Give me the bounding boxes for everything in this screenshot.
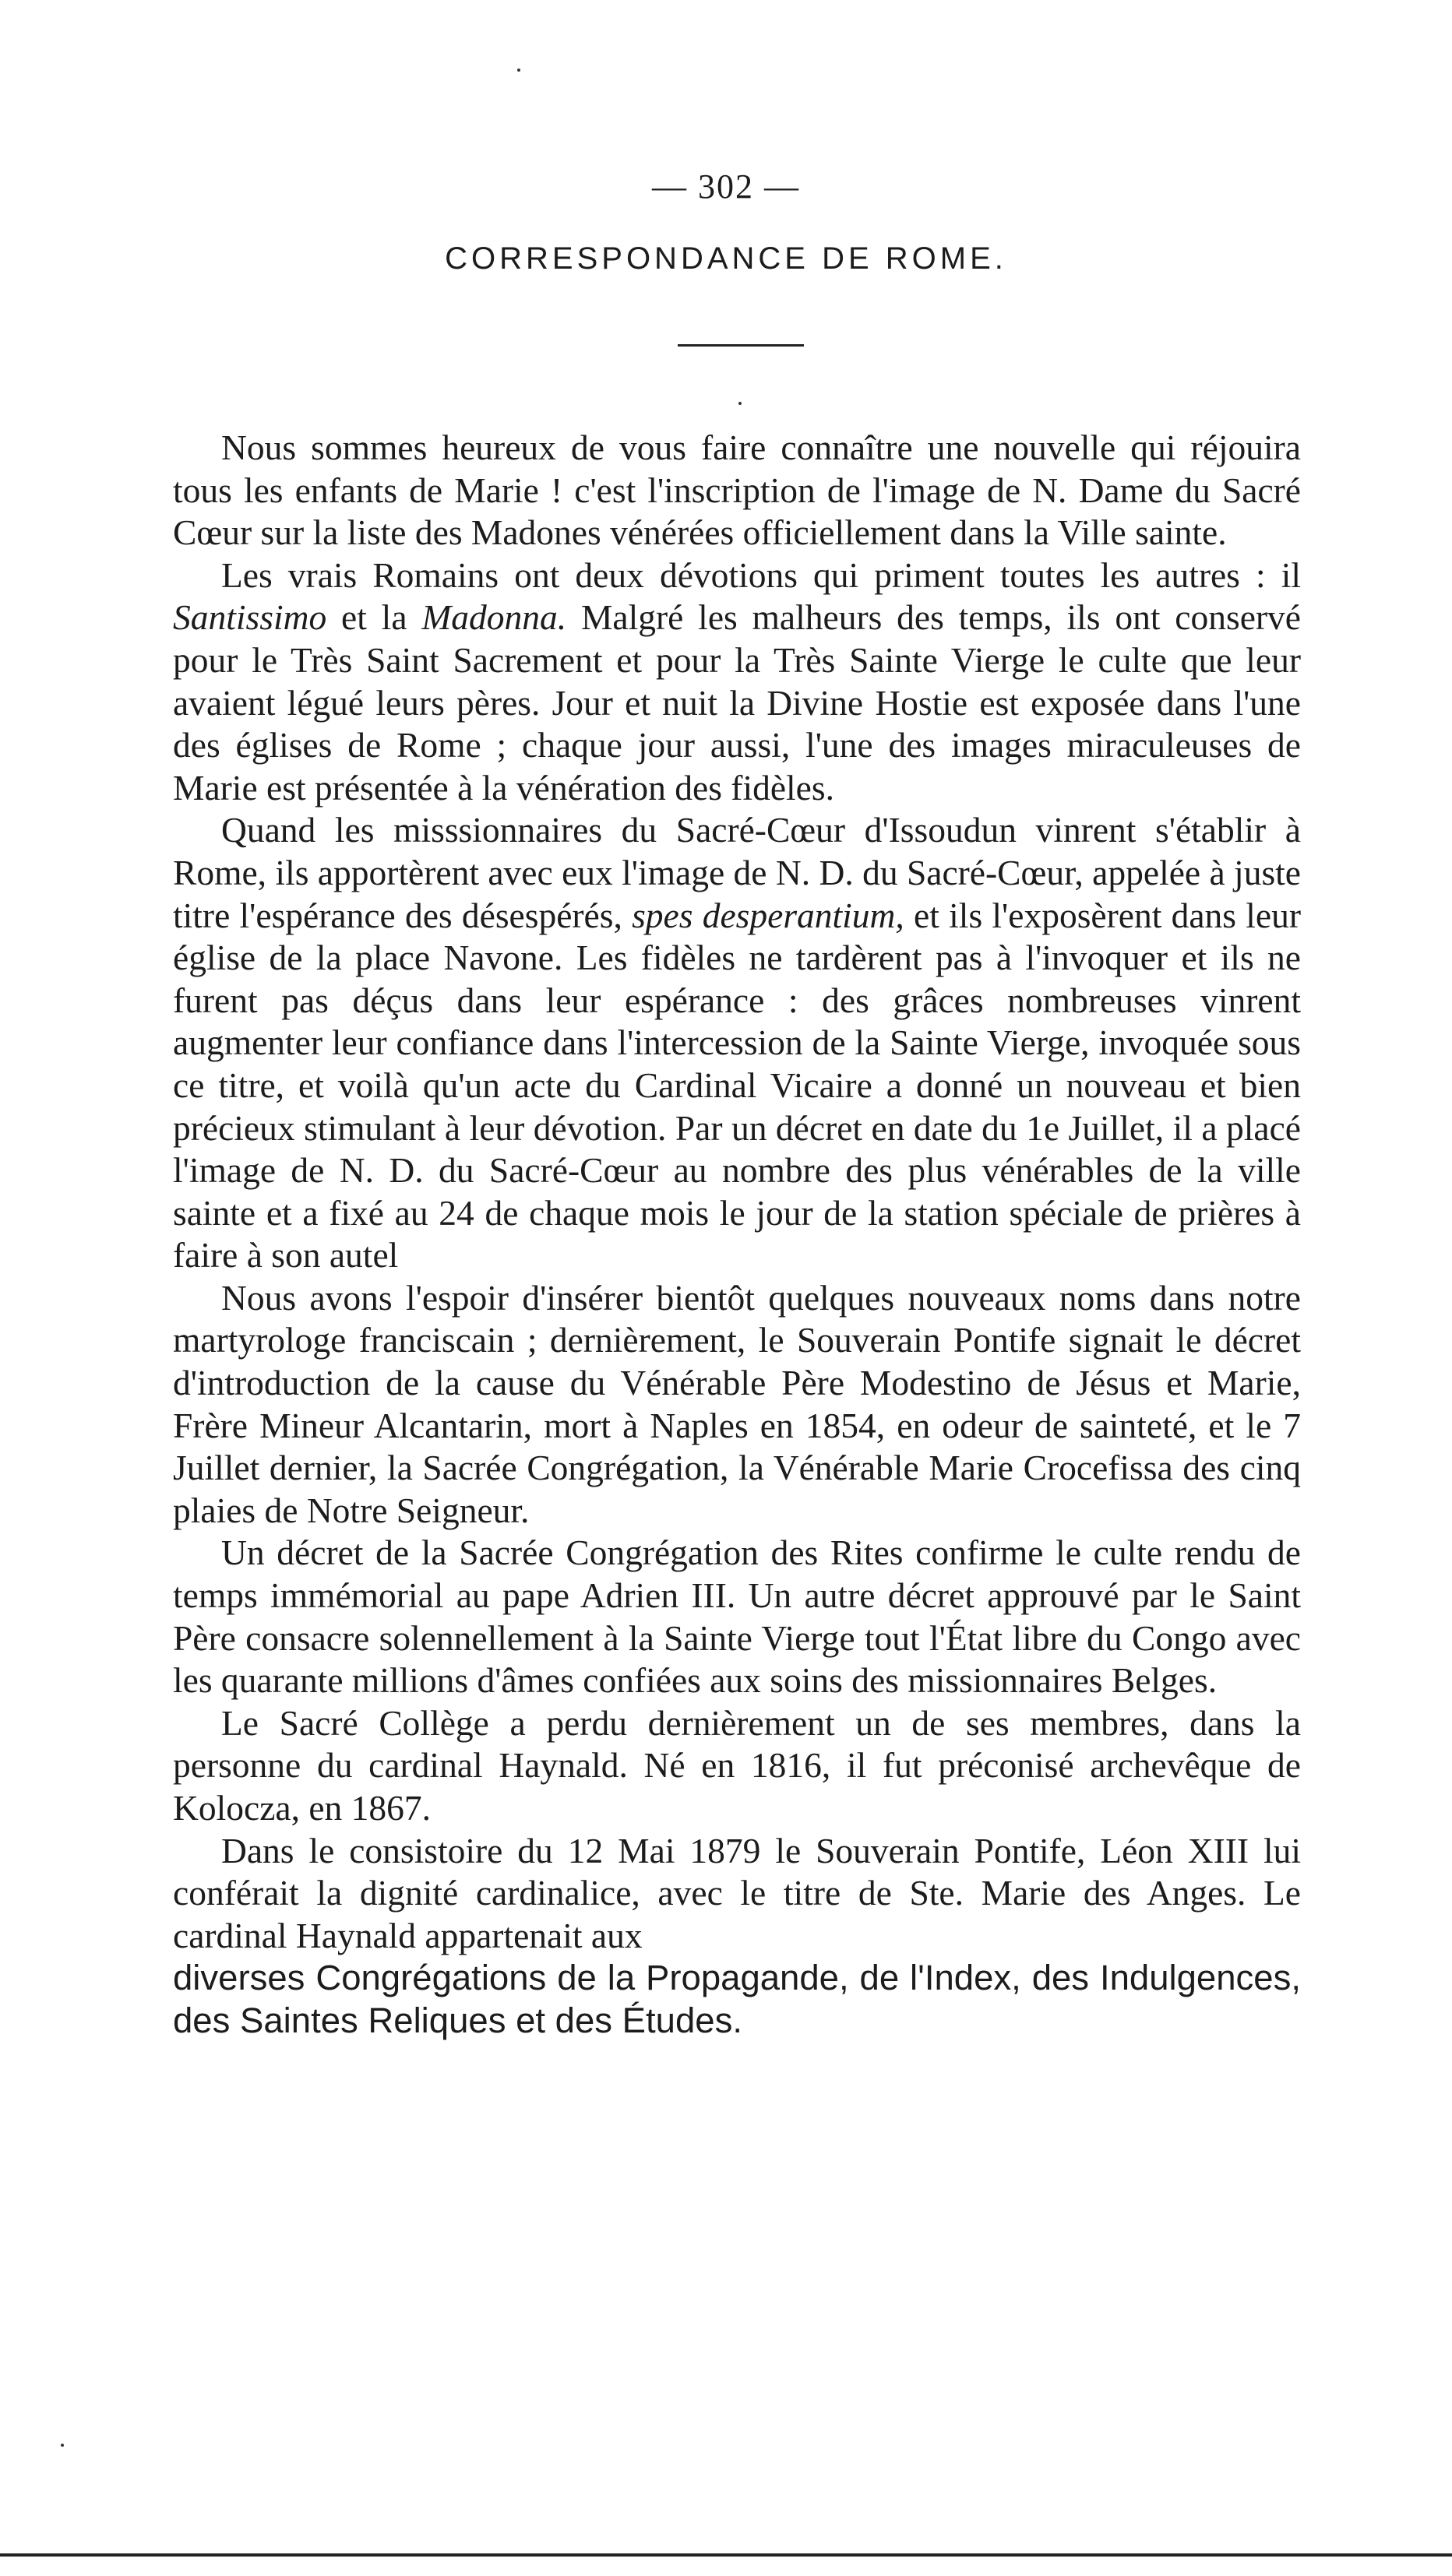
paragraph-2-italic-madonna: Madonna. [421, 597, 567, 638]
paragraph-6: Le Sacré Collège a perdu dernièrement un de ses membres, dans la personne du cardinal Haynald. Né en 1816, il fut préconisé archevêque de Kolocza, en 1867. [173, 1702, 1301, 1828]
paragraph-3-italic-spes: spes desperantium, [632, 895, 904, 935]
paragraph-1: Nous sommes heureux de vous faire connaître une nouvelle qui réjouira tous les enfants de Marie ! c'est l'inscription de l'image de N. Dame du Sacré Cœur sur la liste des Madones vénérées officiellement dans la Ville sainte. [173, 428, 1301, 553]
paragraph-2-italic-santissimo: Santissimo [173, 597, 327, 638]
ink-speck [517, 69, 520, 72]
paragraph-3-text-a: Quand les misssionnaires du Sacré-Cœur d'Issoudun vinrent s'établir à Rome, ils apportèrent avec eux l'image de N. D. du Sacré-Cœur, appelée à juste titre l'espérance des désespérés, [173, 810, 1301, 935]
bottom-rule [0, 2553, 1452, 2557]
paragraph-2 [173, 554, 1301, 810]
paragraph-3 [173, 809, 1301, 1277]
ink-speck [61, 2444, 64, 2447]
page-title: CORRESPONDANCE DE ROME. [445, 241, 1007, 276]
paragraph-2-text-a: Les vrais Romains ont deux dévotions qui priment toutes les autres : il [221, 554, 1301, 595]
paragraph-2-text-c: Malgré les malheurs des temps, ils ont conservé pour le Très Saint Sacrement et pour la Très Sainte Vierge le culte que leur avaient légué leurs pères. Jour et nuit la Divine Hostie est exposée dans l'une des églises de Rome ; chaque jour aussi, l'une des images miraculeuses de Marie est présentée à la vénération des fidèles. [173, 597, 1301, 808]
article-body [173, 427, 1301, 2043]
paragraph-3-text-b: et ils l'exposèrent dans leur église de la place Navone. Les fidèles ne tardèrent pas à l'invoquer et ils ne furent pas déçus dans leur espérance : des grâces nombreuses vinrent augmenter leur confiance dans l'intercession de la Sainte Vierge, invoquée sous ce titre, et voilà qu'un acte du Cardinal Vicaire a donné un nouveau et bien précieux stimulant à leur dévotion. Par un décret en date du 1e Juillet, il a placé l'image de N. D. du Sacré-Cœur au nombre des plus vénérables de la ville sainte et a fixé au 24 de chaque mois le jour de la station spéciale de prières à faire à son autel [173, 895, 1302, 1276]
paragraph-7-tail: diverses Congrégations de la Propagande, de l'Index, des Indulgences, des Saintes Reliques et des Études. [173, 1958, 1301, 2040]
ink-speck [738, 402, 742, 405]
paragraph-5: Un décret de la Sacrée Congrégation des Rites confirme le culte rendu de temps immémorial au pape Adrien III. Un autre décret approuvé par le Saint Père consacre solennellement à la Sainte Vierge tout l'État libre du Congo avec les quarante millions d'âmes confiées aux soins des missionnaires Belges. [173, 1533, 1301, 1701]
page-number: — 302 — [652, 167, 800, 206]
paragraph-2-text-b: et la [326, 597, 422, 638]
paragraph-4: Nous avons l'espoir d'insérer bientôt quelques nouveaux noms dans notre martyrologe franciscain ; dernièrement, le Souverain Pontife signait le décret d'introduction de la cause du Vénérable Père Modestino de Jésus et Marie, Frère Mineur Alcantarin, mort à Naples en 1854, en odeur de sainteté, et le 7 Juillet dernier, la Sacrée Congrégation, la Vénérable Marie Crocefissa des cinq plaies de Notre Seigneur. [173, 1277, 1301, 1530]
title-rule [678, 344, 804, 347]
paragraph-7: Dans le consistoire du 12 Mai 1879 le Souverain Pontife, Léon XIII lui conférait la dignité cardinalice, avec le titre de Ste. Marie des Anges. Le cardinal Haynald appartenait aux [173, 1830, 1301, 1955]
